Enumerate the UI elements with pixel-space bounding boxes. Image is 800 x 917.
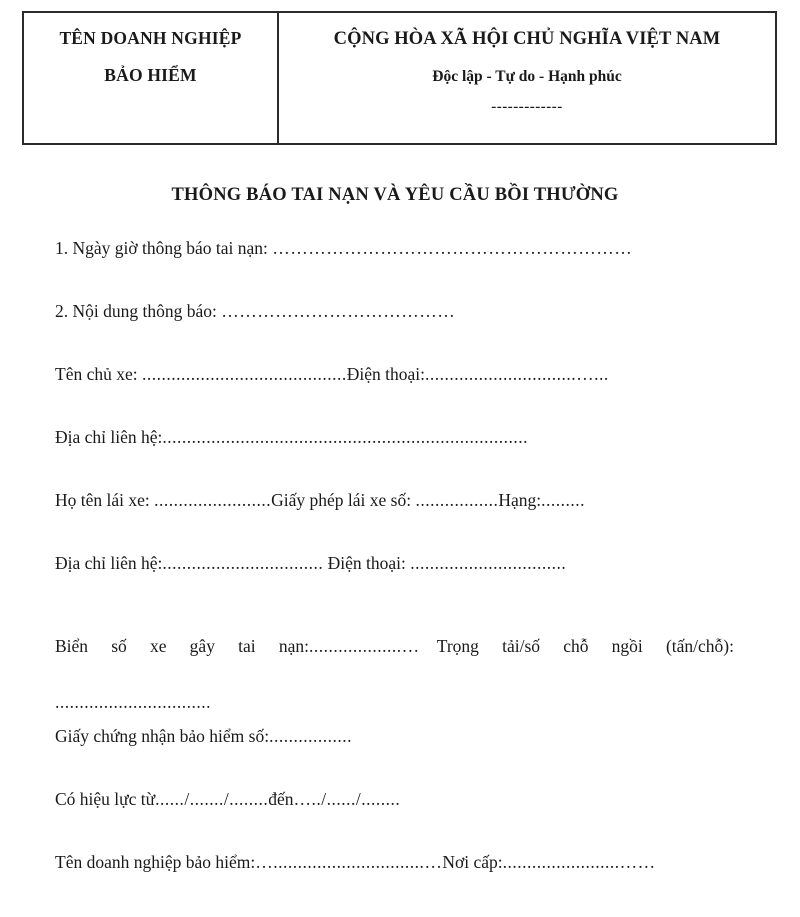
page-title: THÔNG BÁO TAI NẠN VÀ YÊU CẦU BỒI THƯỜNG xyxy=(171,185,619,205)
field-row-owner-address xyxy=(55,429,734,492)
blank-driver-phone[interactable]: ................................ xyxy=(410,553,567,573)
label-owner-phone: Điện thoại: xyxy=(346,364,425,384)
label-driver-address: Địa chỉ liên hệ: xyxy=(55,553,163,573)
blank-owner-address[interactable]: ........................................................................... xyxy=(162,427,529,447)
label-owner-name: Tên chủ xe: xyxy=(55,364,142,384)
label-notification-content: 2. Nội dung thông báo: xyxy=(55,301,222,321)
blank-notification-datetime[interactable]: …………………………………………………… xyxy=(272,238,633,258)
field-row-driver xyxy=(55,492,734,555)
blank-insurer-name[interactable]: …...............................… xyxy=(255,852,443,872)
label-insurer-name: Tên doanh nghiệp bảo hiểm: xyxy=(55,852,256,872)
national-motto: Độc lập - Tự do - Hạnh phúc xyxy=(432,67,622,85)
label-capacity: Trọng tải/số chỗ ngồi (tấn/chỗ): xyxy=(436,636,734,656)
field-row-owner xyxy=(55,366,734,429)
blank-owner-phone[interactable]: ...............................…... xyxy=(424,364,609,384)
blank-plate-number[interactable]: ...................… xyxy=(308,636,420,656)
field-row-plate-and-capacity xyxy=(55,618,734,728)
label-issue-place: Nơi cấp: xyxy=(442,852,503,872)
blank-driver-class[interactable]: ......... xyxy=(541,490,586,510)
blank-capacity[interactable]: ................................ xyxy=(55,692,211,712)
company-name-line-2: BẢO HIỂM xyxy=(104,64,197,85)
blank-certificate-number[interactable]: ................. xyxy=(269,726,352,746)
label-driver-class: Hạng: xyxy=(498,490,542,510)
field-row-notification-datetime xyxy=(55,240,734,303)
national-heading: CỘNG HÒA XÃ HỘI CHỦ NGHĨA VIỆT NAM xyxy=(333,29,721,49)
header-cell-nation xyxy=(279,13,775,143)
label-validity-to: đến xyxy=(268,789,294,809)
header-cell-company xyxy=(24,13,279,143)
label-driver-license: Giấy phép lái xe số: xyxy=(271,490,416,510)
blank-validity-from[interactable]: ....../......./........ xyxy=(155,789,269,809)
field-row-certificate xyxy=(55,728,734,791)
label-driver-phone: Điện thoại: xyxy=(323,553,411,573)
label-owner-address: Địa chỉ liên hệ: xyxy=(55,427,163,447)
label-plate-number: Biển số xe gây tai nạn: xyxy=(55,636,309,656)
label-notification-datetime: 1. Ngày giờ thông báo tai nạn: xyxy=(55,238,273,258)
divider-dashes: ------------- xyxy=(491,99,563,115)
company-name-line-1: TÊN DOANH NGHIỆP xyxy=(59,28,242,48)
header-table xyxy=(22,11,777,145)
field-row-validity xyxy=(55,791,734,854)
blank-driver-name[interactable]: ........................ xyxy=(154,490,272,510)
label-driver-name: Họ tên lái xe: xyxy=(55,490,155,510)
field-row-notification-content xyxy=(55,303,734,366)
blank-notification-content[interactable]: ………………………………… xyxy=(221,301,456,321)
label-validity: Có hiệu lực từ xyxy=(55,789,156,809)
label-certificate-number: Giấy chứng nhận bảo hiểm số: xyxy=(55,726,270,746)
field-row-driver-address xyxy=(55,555,734,618)
blank-validity-to[interactable]: …../....../........ xyxy=(293,789,401,809)
field-row-insurer xyxy=(55,854,734,917)
blank-driver-license[interactable]: ................. xyxy=(415,490,499,510)
blank-issue-place[interactable]: ........................…… xyxy=(502,852,656,872)
blank-owner-name[interactable]: .......................................... xyxy=(141,364,347,384)
blank-driver-address[interactable]: ................................. xyxy=(162,553,324,573)
form-body xyxy=(55,240,734,917)
